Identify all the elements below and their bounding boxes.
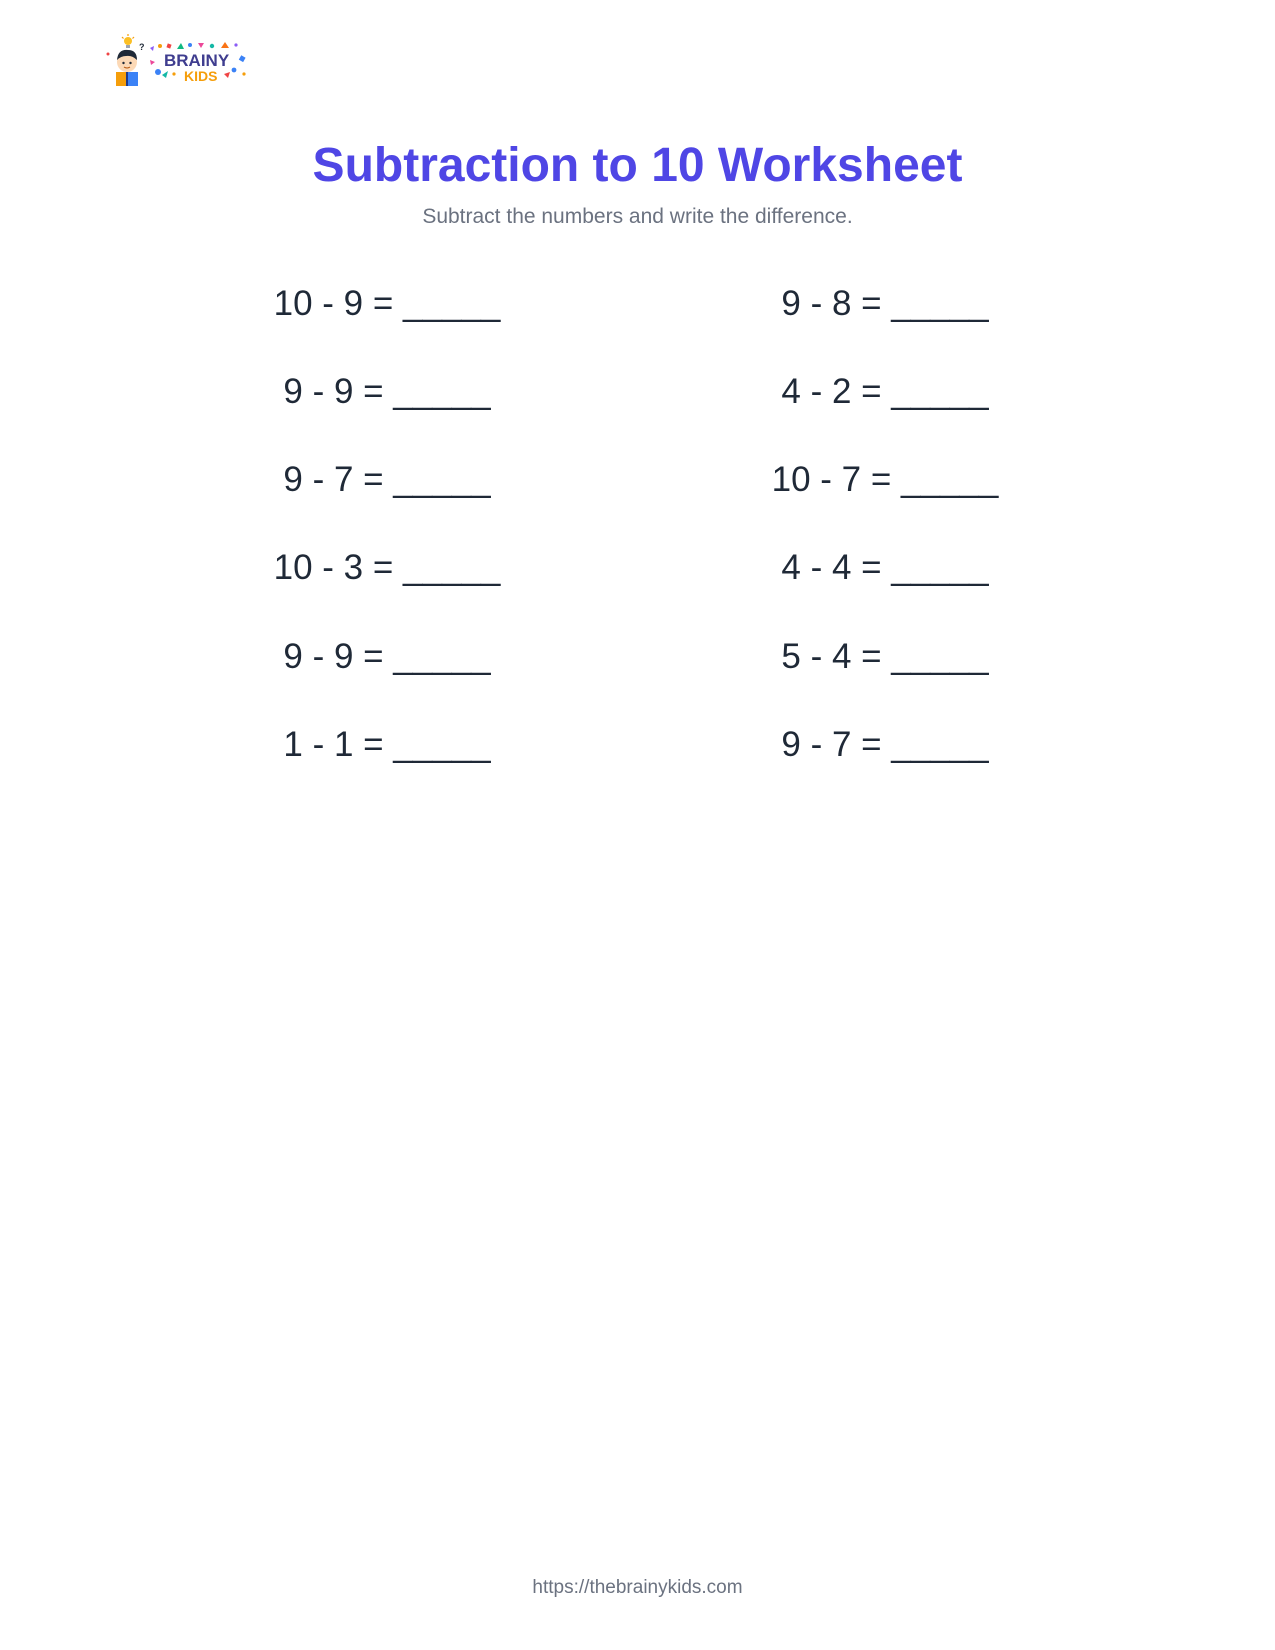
problem-item: 9 - 7 = _____ [283,460,491,499]
problem-item: 4 - 4 = _____ [781,548,989,587]
problem-item: 10 - 3 = _____ [273,548,501,587]
problem-item: 10 - 7 = _____ [771,460,999,499]
problem-item: 9 - 7 = _____ [781,725,989,764]
footer-url: https://thebrainykids.com [532,1577,743,1598]
problem-item: 10 - 9 = _____ [273,284,501,323]
problem-item: 9 - 9 = _____ [283,637,491,676]
worksheet-instructions: Subtract the numbers and write the difference. [422,205,853,228]
problem-row [0,633,1275,689]
problem-row [0,456,1275,512]
problem-item: 9 - 9 = _____ [283,372,491,411]
problem-row [0,544,1275,600]
worksheet-title: Subtraction to 10 Worksheet [312,139,963,192]
problem-row [0,368,1275,424]
svg-text:?: ? [139,42,145,52]
problem-item: 9 - 8 = _____ [781,284,989,323]
problem-row [0,721,1275,777]
brainy-kids-logo [104,34,256,96]
problem-item: 1 - 1 = _____ [283,725,491,764]
logo-text-brainy: BRAINY [164,51,230,70]
logo-text-kids: KIDS [184,68,218,84]
brainy-kids-logo-image [104,34,256,96]
problem-row [0,280,1275,336]
problem-item: 5 - 4 = _____ [781,637,989,676]
problem-item: 4 - 2 = _____ [781,372,989,411]
